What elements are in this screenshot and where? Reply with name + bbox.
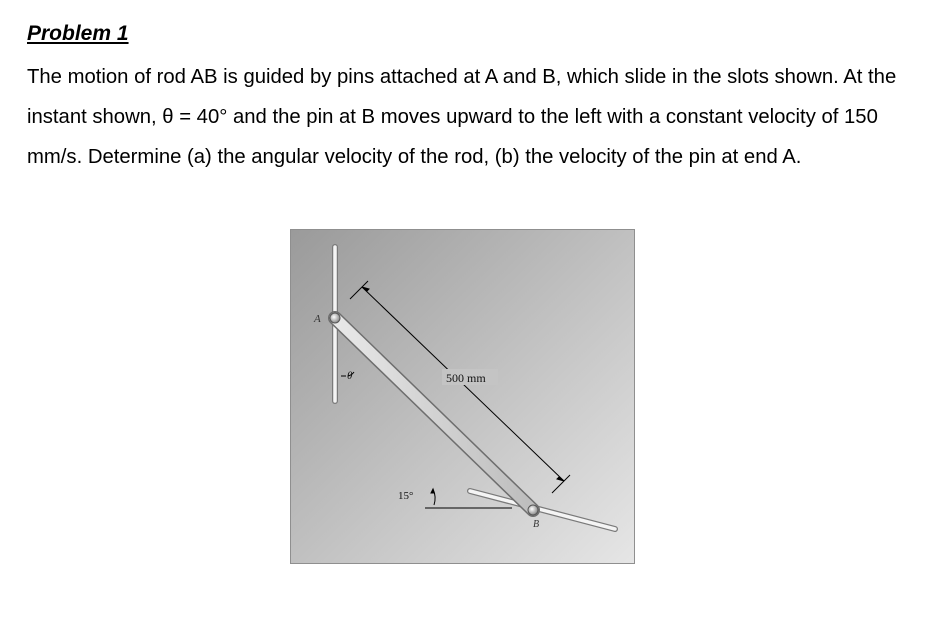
problem-statement: The motion of rod AB is guided by pins attached at A and B, which slide in the slots shown. At the instant shown, θ = 40° and the pin at B moves upward to the left with a constant velocity of 150 mm/s. Determine (a) the angular velocity of the rod, (b) the velocity of the pin at end A. (27, 66, 897, 168)
pin-b (528, 505, 538, 515)
point-b-label: B (533, 519, 540, 530)
figure-background (290, 229, 635, 564)
length-label: 500 mm (446, 371, 486, 385)
mechanism-diagram (290, 229, 635, 564)
point-a-label: A (314, 313, 321, 325)
pin-a (330, 313, 340, 323)
problem-heading: Problem 1 (27, 22, 129, 45)
mechanism-figure (290, 229, 635, 564)
incline-angle-label: 15° (398, 490, 414, 502)
theta-label: θ (347, 370, 353, 382)
